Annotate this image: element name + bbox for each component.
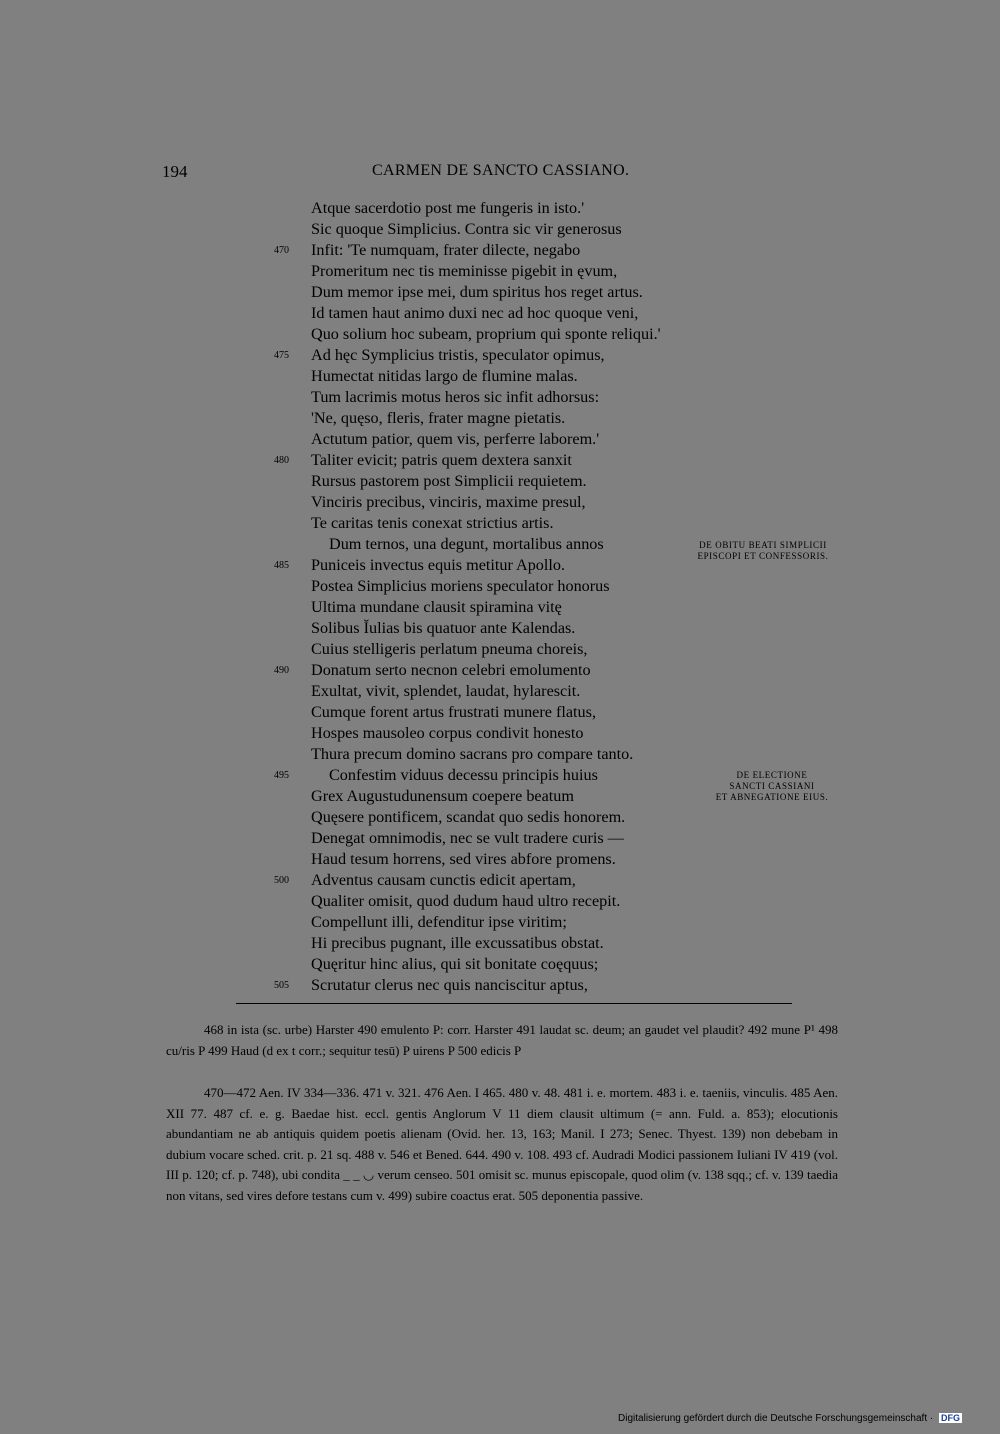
verse-line: Solibus Ĭulias bis quatuor ante Kalendas.	[311, 619, 576, 637]
verse-line: Quęritur hinc alius, qui sit bonitate coęquus;	[311, 955, 599, 973]
line-number: 505	[274, 980, 289, 991]
verse-line: Cuius stelligeris perlatum pneuma choreis,	[311, 640, 588, 658]
verse-line: Puniceis invectus equis metitur Apollo.	[311, 556, 566, 574]
verse-line: Quęsere pontificem, scandat quo sedis honorem.	[311, 808, 626, 826]
line-number: 470	[274, 245, 289, 256]
verse-line: Cumque forent artus frustrati munere flatus,	[311, 703, 596, 721]
verse-line: Scrutatur clerus nec quis nanciscitur aptus,	[311, 976, 588, 994]
verse-line: Compellunt illi, defenditur ipse viritim;	[311, 913, 567, 931]
line-number: 500	[274, 875, 289, 886]
verse-line: Postea Simplicius moriens speculator honorus	[311, 577, 610, 595]
verse-line: Rursus pastorem post Simplicii requietem.	[311, 472, 587, 490]
running-title: CARMEN DE SANCTO CASSIANO.	[372, 162, 630, 179]
verse-line: Quo solium hoc subeam, proprium qui sponte reliqui.'	[311, 325, 661, 343]
verse-line: Infit: 'Te numquam, frater dilecte, negabo	[311, 241, 581, 259]
verse-line: Ultima mundane clausit spiramina vitę	[311, 598, 562, 616]
line-number: 480	[274, 455, 289, 466]
verse-line: Dum memor ipse mei, dum spiritus hos reget artus.	[311, 283, 643, 301]
verse-line: Ad hęc Symplicius tristis, speculator opimus,	[311, 346, 605, 364]
verse-line: Actutum patior, quem vis, perferre laborem.'	[311, 430, 600, 448]
margin-note-electione	[702, 770, 842, 803]
verse-line: Thura precum domino sacrans pro compare tanto.	[311, 745, 634, 763]
verse-line: Donatum serto necnon celebri emolumento	[311, 661, 591, 679]
line-number: 475	[274, 350, 289, 361]
verse-line: Haud tesum horrens, sed vires abfore promens.	[311, 850, 616, 868]
verse-line: Dum ternos, una degunt, mortalibus annos	[329, 535, 604, 553]
verse-line: Hospes mausoleo corpus condivit honesto	[311, 724, 584, 742]
footer-credit	[618, 1413, 962, 1424]
page-number: 194	[162, 162, 188, 181]
margin-note-line: DE OBITU BEATI SIMPLICII	[699, 540, 827, 550]
verse-line: Tum lacrimis motus heros sic infit adhorsus:	[311, 388, 600, 406]
margin-note-line: SANCTI CASSIANI	[729, 781, 815, 791]
verse-line: Confestim viduus decessu principis huius	[329, 766, 598, 784]
line-number: 490	[274, 665, 289, 676]
margin-note-line: EPISCOPI ET CONFESSORIS.	[697, 551, 829, 561]
verse-line: Vinciris precibus, vinciris, maxime presul,	[311, 493, 586, 511]
verse-line: 'Ne, quęso, fleris, frater magne pietatis.	[311, 409, 566, 427]
margin-note-line: DE ELECTIONE	[736, 770, 808, 780]
line-number: 485	[274, 560, 289, 571]
margin-note-line: ET ABNEGATIONE EIUS.	[715, 792, 829, 802]
dfg-logo: DFG	[941, 1413, 960, 1423]
line-number: 495	[274, 770, 289, 781]
verse-line: Denegat omnimodis, nec se vult tradere curis —	[311, 829, 624, 847]
apparatus-fontium	[166, 1083, 838, 1207]
verse-line: Hi precibus pugnant, ille excussatibus obstat.	[311, 934, 604, 952]
verse-line: Promeritum nec tis meminisse pigebit in ęvum,	[311, 262, 618, 280]
verse-line: Qualiter omisit, quod dudum haud ultro recepit.	[311, 892, 621, 910]
footnote-separator	[236, 1003, 792, 1004]
verse-line: Exultat, vivit, splendet, laudat, hylarescit.	[311, 682, 581, 700]
verse-line: Sic quoque Simplicius. Contra sic vir generosus	[311, 220, 622, 238]
verse-line: Id tamen haut animo duxi nec ad hoc quoque veni,	[311, 304, 639, 322]
footer-credit-text: Digitalisierung gefördert durch die Deutsche Forschungsgemeinschaft ·	[618, 1413, 934, 1424]
apparatus-fontium-text: 470—472 Aen. IV 334—336. 471 v. 321. 476 Aen. I 465. 480 v. 48. 481 i. e. mortem. 483 i. e. taeniis, vinculis. 485 Aen. XII 77. 487 cf. e. g. Baedae hist. eccl. gentis Anglorum V 11 diem clausit ultimum (= ann. Fuld. a. 853); elocutionis abundantiam ne ab antiquis quidem poetis alienam (Ovid. her. 13, 163; Manil. I 273; Senec. Thyest. 139) non debebam in dubium vocare sched. crit. p. 21 sq. 488 v. 546 et Bened. 644. 490 v. 108. 493 cf. Audradi Modici passionem Iuliani IV 419 (vol. III p. 120; cf. p. 748), ubi condita _ _ ◡ verum censeo. 501 omisit sc. munus episcopale, quod olim (v. 138 sqq.; cf. v. 139 taedia non vitans, sed vires defore testans cum v. 499) subire coactus erat. 505 deponentia passive.	[166, 1085, 838, 1203]
margin-note-obitu	[688, 540, 838, 562]
verse-line: Humectat nitidas largo de flumine malas.	[311, 367, 578, 385]
verse-line: Grex Augustudunensum coepere beatum	[311, 787, 574, 805]
verse-line: Te caritas tenis conexat strictius artis.	[311, 514, 554, 532]
verse-line: Taliter evicit; patris quem dextera sanxit	[311, 451, 572, 469]
apparatus-criticus	[166, 1020, 838, 1061]
verse-line: Atque sacerdotio post me fungeris in isto.'	[311, 199, 585, 217]
apparatus-criticus-text: 468 in ista (sc. urbe) Harster 490 emulento P: corr. Harster 491 laudat sc. deum; an gaudet vel plaudit? 492 mune P¹ 498 cu/ris P 499 Haud (d ex t corr.; sequitur tesū) P uirens P 500 edicis P	[166, 1022, 838, 1058]
verse-line: Adventus causam cunctis edicit apertam,	[311, 871, 576, 889]
